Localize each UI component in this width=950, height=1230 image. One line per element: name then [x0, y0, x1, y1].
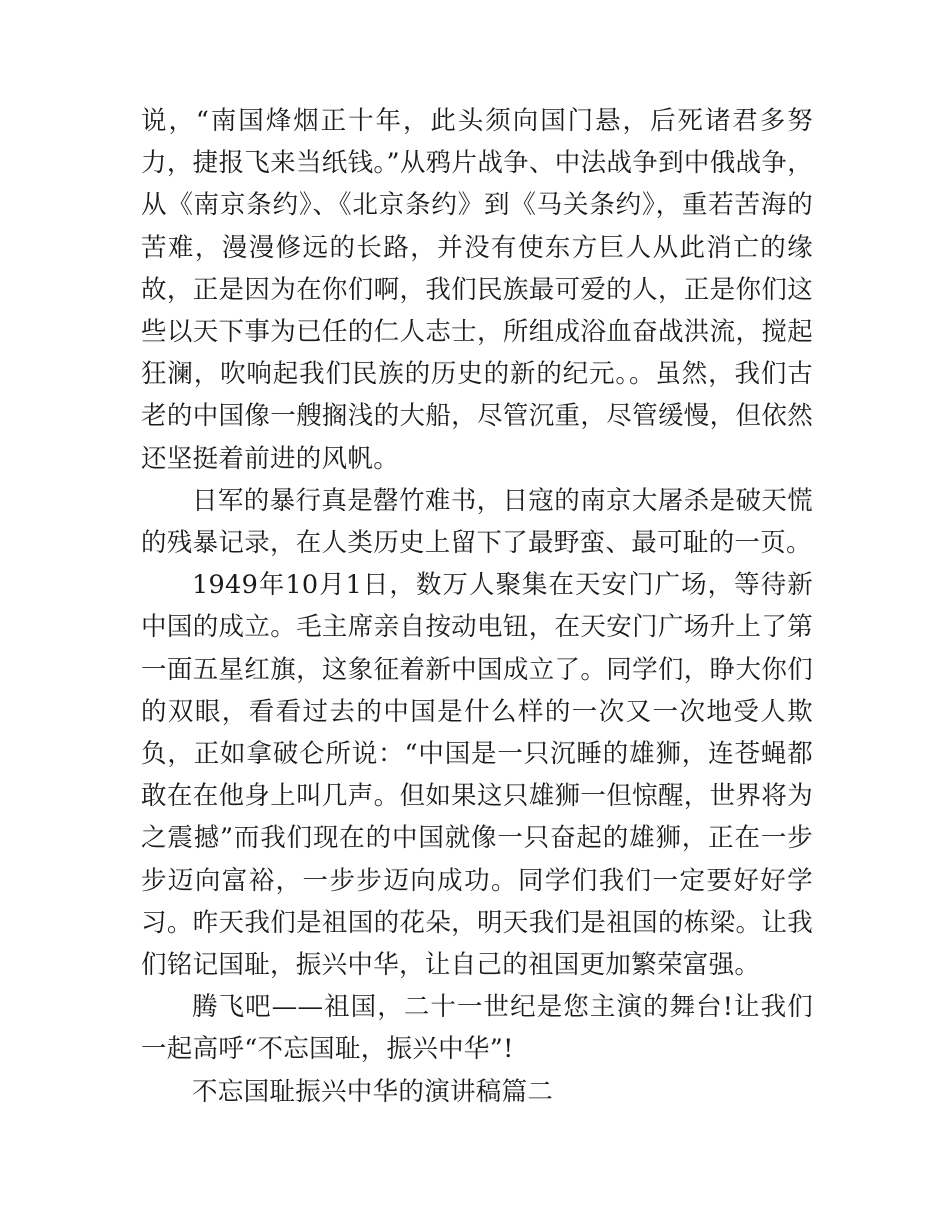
paragraph-exhortation: 腾飞吧——祖国，二十一世纪是您主演的舞台!让我们一起高呼“不忘国耻，振兴中华”!	[141, 992, 813, 1065]
document-body	[141, 100, 813, 1113]
paragraph-founding: 1949年10月1日，数万人聚集在天安门广场，等待新中国的成立。毛主席亲自按动电钮，在天安门广场升上了第一面五星红旗，这象征着新中国成立了。同学们，睁大你们的双眼，看看过去的中国是什么样的一次又一次地受人欺负，正如拿破仑所说：“中国是一只沉睡的雄狮，连苍蝇都敢在在他身上叫几声。但如果这只雄狮一但惊醒，世界将为之震撼”而我们现在的中国就像一只奋起的雄狮，正在一步步迈向富裕，一步步迈向成功。同学们我们一定要好好学习。昨天我们是祖国的花朵，明天我们是祖国的栋梁。让我们铭记国耻，振兴中华，让自己的祖国更加繁荣富强。	[141, 570, 813, 981]
paragraph-history: 说，“南国烽烟正十年，此头须向国门悬，后死诸君多努力，捷报飞来当纸钱。”从鸦片战争、中法战争到中俄战争，从《南京条约》、《北京条约》到《马关条约》，重若苦海的苦难，漫漫修远的长路，并没有使东方巨人从此消亡的缘故，正是因为在你们啊，我们民族最可爱的人，正是你们这些以天下事为已任的仁人志士，所组成浴血奋战洪流，搅起狂澜，吹响起我们民族的历史的新的纪元。。虽然，我们古老的中国像一艘搁浅的大船，尽管沉重，尽管缓慢，但依然还坚挺着前进的风帆。	[141, 106, 813, 474]
paragraph-atrocities: 日军的暴行真是罄竹难书，日寇的南京大屠杀是破天慌的残暴记录，在人类历史上留下了最野蛮、最可耻的一页。	[141, 485, 813, 559]
section-heading: 不忘国耻振兴中华的演讲稿篇二	[192, 1076, 554, 1107]
